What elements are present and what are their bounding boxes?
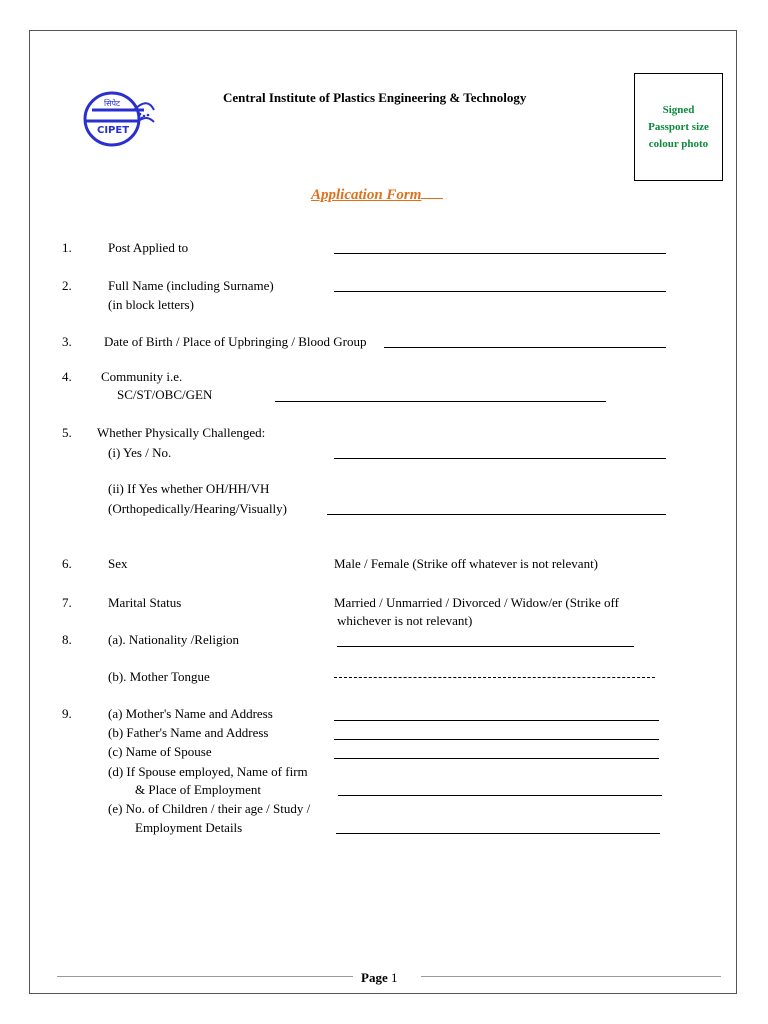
item-3-number: 3.	[62, 334, 72, 349]
post-applied-field[interactable]	[334, 253, 666, 254]
item-1-number: 1.	[62, 240, 72, 255]
item-8-number: 8.	[62, 632, 72, 647]
mother-name-field[interactable]	[334, 720, 659, 721]
community-field[interactable]	[275, 401, 606, 402]
sex-options[interactable]: Male / Female (Strike off whatever is not relevant)	[334, 556, 599, 571]
item-3-label: Date of Birth / Place of Upbringing / Blood Group	[104, 334, 367, 349]
footer-rule-left	[57, 976, 353, 977]
spouse-employment-field[interactable]	[338, 795, 662, 796]
item-7-number: 7.	[62, 595, 72, 610]
photo-box-text: Signed Passport size colour photo	[648, 103, 709, 150]
item-9a-label: (a) Mother's Name and Address	[108, 706, 273, 721]
form-title	[311, 184, 443, 204]
footer-rule-right	[421, 976, 721, 977]
item-5-sub-b2: (Orthopedically/Hearing/Visually)	[108, 501, 287, 516]
item-9e-label-cont: Employment Details	[135, 820, 243, 835]
item-4-label: Community i.e.	[101, 369, 183, 384]
item-9b-label: (b) Father's Name and Address	[108, 725, 269, 740]
dob-field[interactable]	[384, 347, 666, 348]
item-5-number: 5.	[62, 425, 72, 440]
item-9d-label: (d) If Spouse employed, Name of firm	[108, 764, 308, 779]
nationality-field[interactable]	[337, 646, 634, 647]
cipet-logo	[82, 88, 156, 150]
item-9d-label-cont: & Place of Employment	[135, 782, 262, 797]
item-9c-label: (c) Name of Spouse	[108, 744, 212, 759]
item-6-label: Sex	[108, 556, 128, 571]
item-2-label: Full Name (including Surname)	[108, 278, 274, 293]
form-title-underline	[421, 184, 443, 199]
footer-page-number: 1	[390, 970, 398, 985]
item-2-number: 2.	[62, 278, 72, 293]
children-details-field[interactable]	[336, 833, 660, 834]
item-5-sub-b1: (ii) If Yes whether OH/HH/VH	[108, 481, 270, 496]
logo-hindi-text: सिपेट	[104, 99, 121, 108]
marital-options-cont: whichever is not relevant)	[337, 613, 473, 628]
father-name-field[interactable]	[334, 739, 659, 740]
item-2-sublabel: (in block letters)	[108, 297, 194, 312]
item-6-number: 6.	[62, 556, 72, 571]
item-1-label: Post Applied to	[108, 240, 189, 255]
item-9-number: 9.	[62, 706, 72, 721]
item-5-label: Whether Physically Challenged:	[97, 425, 266, 440]
full-name-field[interactable]	[334, 291, 666, 292]
item-4-number: 4.	[62, 369, 72, 384]
item-9e-label: (e) No. of Children / their age / Study /	[108, 801, 311, 816]
item-5-sub-a: (i) Yes / No.	[108, 445, 172, 460]
item-4-sublabel: SC/ST/OBC/GEN	[117, 387, 213, 402]
mother-tongue-field[interactable]	[334, 677, 655, 678]
item-7-label: Marital Status	[108, 595, 182, 610]
form-title-text: Application Form	[311, 187, 422, 203]
footer-page	[361, 970, 397, 986]
item-8b-label: (b). Mother Tongue	[108, 669, 210, 684]
footer-page-label: Page	[361, 970, 388, 985]
item-8a-label: (a). Nationality /Religion	[108, 632, 240, 647]
photo-box	[634, 73, 723, 181]
physically-challenged-field[interactable]	[334, 458, 666, 459]
logo-cipet-text: CIPET	[97, 125, 130, 136]
institute-name: Central Institute of Plastics Engineering & Technology	[223, 90, 527, 105]
disability-type-field[interactable]	[327, 514, 666, 515]
marital-options[interactable]: Married / Unmarried / Divorced / Widow/er (Strike off	[334, 595, 619, 610]
spouse-name-field[interactable]	[334, 758, 659, 759]
